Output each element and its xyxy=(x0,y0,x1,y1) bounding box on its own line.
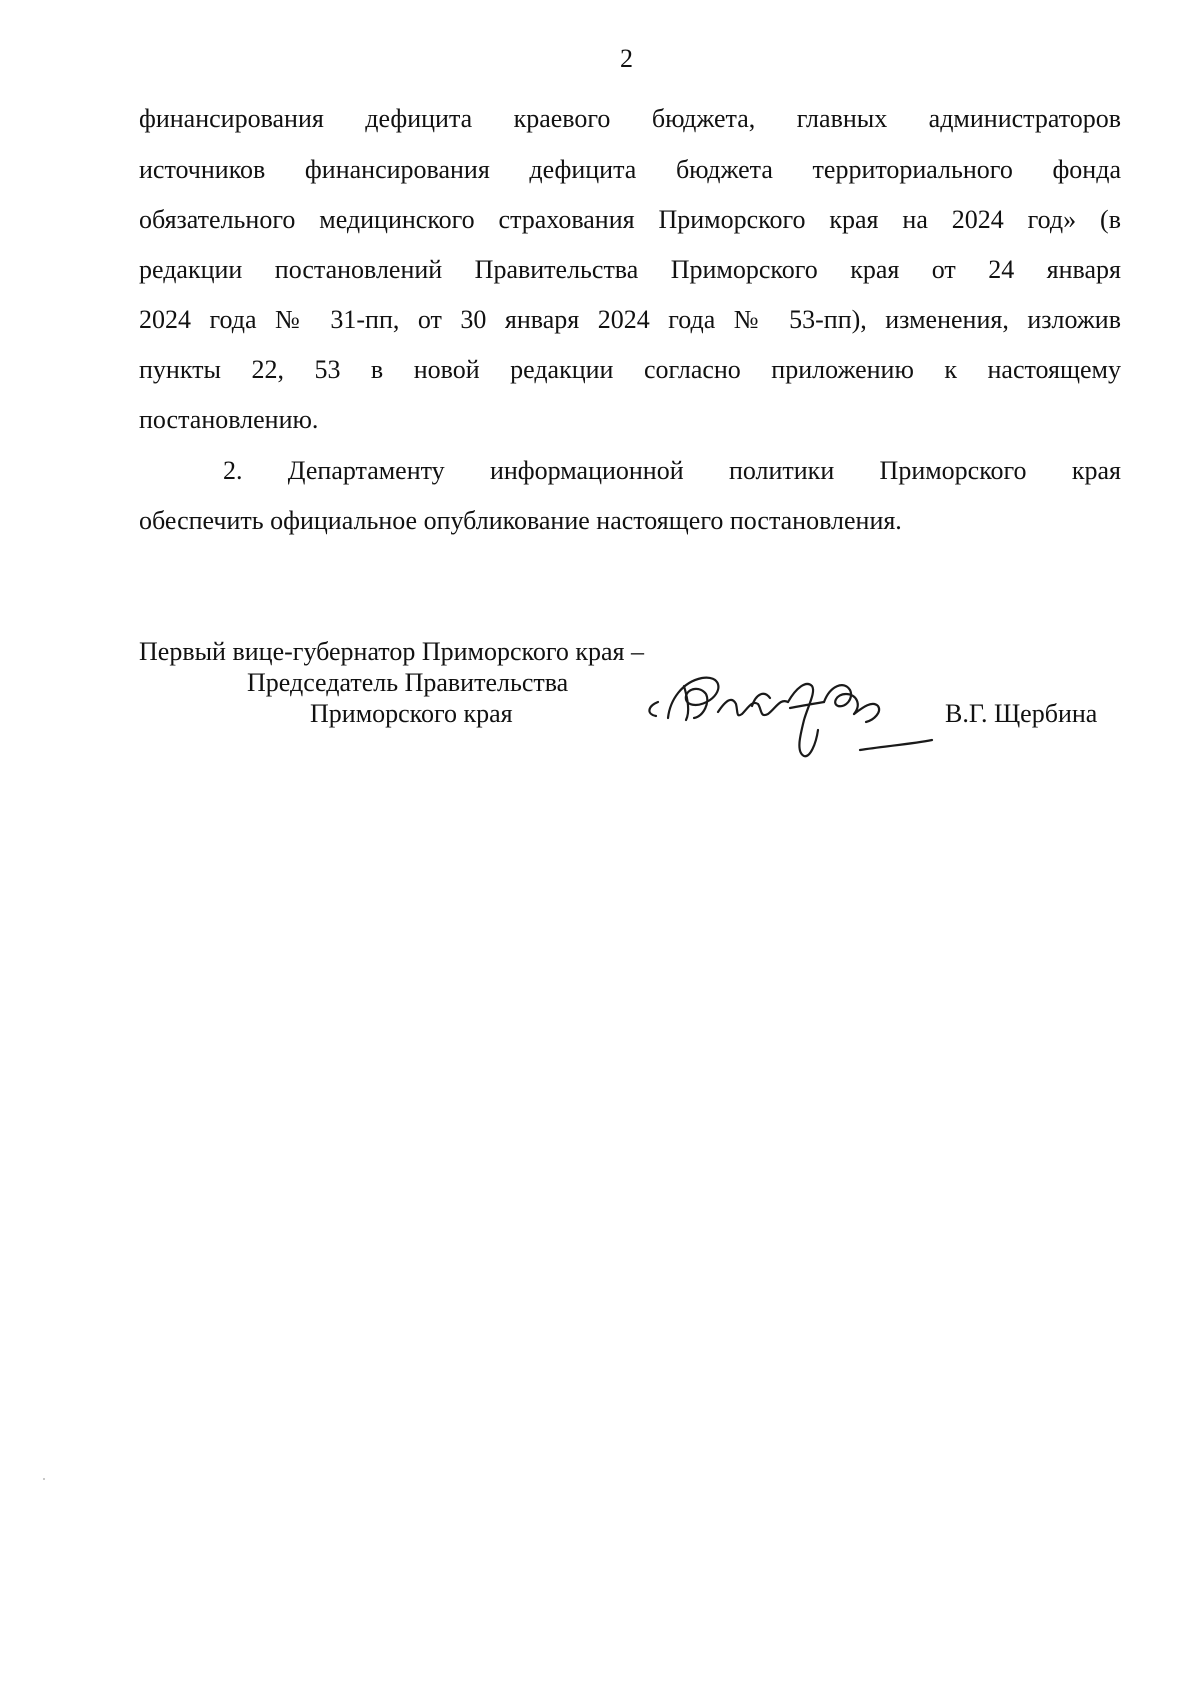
page-number: 2 xyxy=(620,44,633,73)
body-line: источников финансирования дефицита бюджета территориального фонда xyxy=(139,155,1121,184)
body-line: 2024 года № 31-пп, от 30 января 2024 года № 53-пп), изменения, изложив xyxy=(139,305,1121,334)
signatory-title-line-1: Первый вице-губернатор Приморского края – xyxy=(139,637,644,666)
body-line: обеспечить официальное опубликование настоящего постановления. xyxy=(139,506,902,535)
scan-speck xyxy=(43,1478,45,1480)
body-line: постановлению. xyxy=(139,405,319,434)
body-line: редакции постановлений Правительства Приморского края от 24 января xyxy=(139,255,1121,284)
signatory-title-line-3: Приморского края xyxy=(310,699,513,728)
signatory-title-line-2: Председатель Правительства xyxy=(247,668,569,697)
signatory-name: В.Г. Щербина xyxy=(945,699,1098,728)
body-line: пункты 22, 53 в новой редакции согласно приложению к настоящему xyxy=(139,355,1121,384)
handwritten-signature xyxy=(640,660,960,775)
body-line: обязательного медицинского страхования Приморского края на 2024 год» (в xyxy=(139,205,1121,234)
body-line: 2. Департаменту информационной политики Приморского края xyxy=(223,456,1121,485)
body-line: финансирования дефицита краевого бюджета, главных администраторов xyxy=(139,104,1121,133)
